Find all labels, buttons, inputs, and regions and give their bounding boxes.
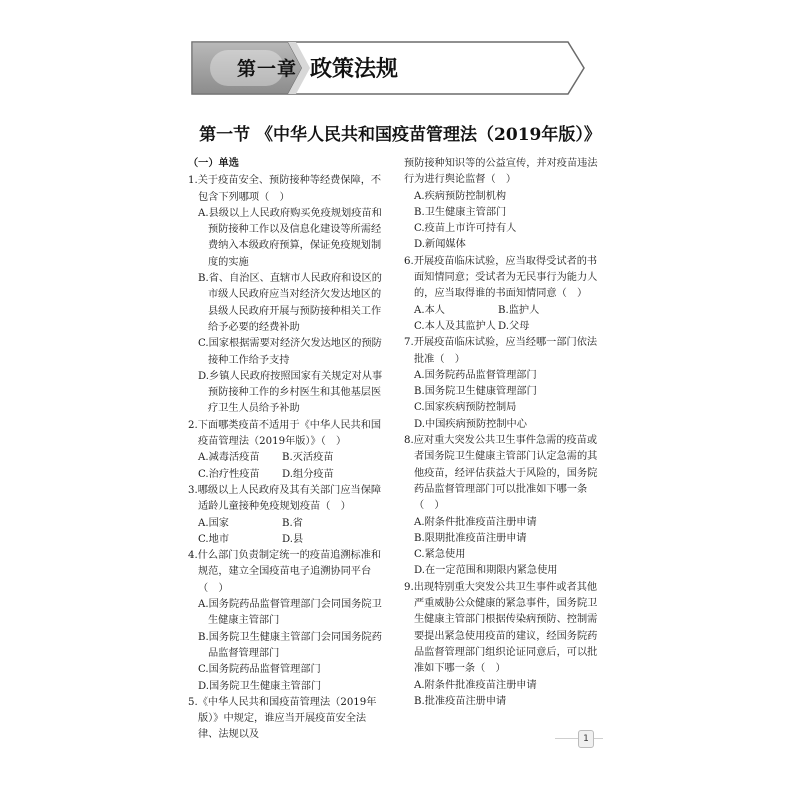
option: A.疾病预防控制机构 — [414, 190, 507, 202]
question-6 — [404, 254, 602, 335]
option: B.国务院卫生健康管理部门 — [414, 386, 537, 398]
question-stem: 7.开展疫苗临床试验，应当经哪一部门依法批准（ ） — [404, 337, 598, 365]
option-row — [188, 450, 384, 466]
option: C.国家疾病预防控制局 — [414, 402, 517, 414]
option: B.限期批准疫苗注册申请 — [414, 532, 527, 544]
option: C.地市 — [198, 533, 230, 545]
option: D.国务院卫生健康主管部门 — [198, 680, 322, 692]
question-5-continuation: 预防接种知识等的公益宣传，并对疫苗违法行为进行舆论监督（ ） — [404, 158, 598, 186]
option: C.疫苗上市许可持有人 — [414, 223, 517, 235]
chapter-badge: 第一章 — [236, 57, 297, 80]
question-5 — [188, 695, 384, 744]
option-row — [404, 303, 602, 319]
option-row — [188, 516, 384, 532]
option: B.国务院卫生健康主管部门会同国务院药品监督管理部门 — [198, 631, 382, 659]
option-row — [188, 532, 384, 548]
option: A.县级以上人民政府购买免疫规划疫苗和预防接种工作以及信息化建设等所需经费纳入本级政府预算，保证免疫规划制度的实施 — [198, 207, 382, 268]
option-row — [188, 467, 384, 483]
question-8 — [404, 433, 602, 580]
option: B.灭活疫苗 — [282, 452, 334, 464]
question-1 — [188, 173, 384, 417]
option: C.本人及其监护人 — [414, 320, 496, 332]
option: A.国务院药品监督管理部门会同国务院卫生健康主管部门 — [198, 599, 382, 627]
question-stem: 5.《中华人民共和国疫苗管理法（2019年版）》中规定，谁应当开展疫苗安全法律、法规以及 — [188, 696, 377, 741]
option: D.县 — [282, 533, 304, 545]
option: D.新闻媒体 — [414, 239, 466, 251]
section-title: 第一节 《中华人民共和国疫苗管理法（2019年版）》 — [199, 125, 601, 145]
page-number: 1 — [578, 730, 594, 748]
question-stem: 8.应对重大突发公共卫生事件急需的疫苗或者国务院卫生健康主管部门认定急需的其他疫苗，经评估获益大于风险的，国务院药品监督管理部门可以批准如下哪一条（ ） — [404, 435, 598, 512]
option: A.国家 — [198, 517, 229, 529]
option: D.在一定范围和期限内紧急使用 — [414, 565, 558, 577]
option-row — [404, 319, 602, 335]
option: B.省 — [282, 517, 303, 529]
question-4 — [188, 548, 384, 695]
option: C.国家根据需要对经济欠发达地区的预防接种工作给予支持 — [198, 338, 382, 366]
question-9 — [404, 580, 602, 710]
option: B.省、自治区、直辖市人民政府和设区的市级人民政府应当对经济欠发达地区的县级人民政府开展与预防接种相关工作给予必要的经费补助 — [198, 273, 382, 333]
question-stem: 1.关于疫苗安全、预防接种等经费保障，不包含下列哪项（ ） — [188, 175, 382, 203]
option: B.卫生健康主管部门 — [414, 206, 507, 218]
option: A.附条件批准疫苗注册申请 — [414, 516, 537, 528]
chapter-banner — [188, 36, 588, 100]
option: C.治疗性疫苗 — [198, 468, 260, 480]
option: D.乡镇人民政府按照国家有关规定对从事预防接种工作的乡村医生和其他基层医疗卫生人员给予补助 — [198, 370, 383, 415]
option: A.国务院药品监督管理部门 — [414, 369, 537, 381]
question-stem: 4.什么部门负责制定统一的疫苗追溯标准和规范，建立全国疫苗电子追溯协同平台（ ） — [188, 550, 382, 594]
option: C.紧急使用 — [414, 549, 466, 561]
subsection-heading: （一）单选 — [188, 158, 239, 169]
question-stem: 9.出现特别重大突发公共卫生事件或者其他严重威胁公众健康的紧急事件，国务院卫生健康主管部门根据传染病预防、控制需要提出紧急使用疫苗的建议，经国务院药品监督管理部门组织论证同意后，可以批准如下哪一条（ ） — [404, 581, 598, 675]
question-stem: 3.哪级以上人民政府及其有关部门应当保障适龄儿童接种免疫规划疫苗（ ） — [188, 484, 382, 513]
option: D.中国疾病预防控制中心 — [414, 418, 527, 430]
option: D.组分疫苗 — [282, 468, 334, 480]
option: A.减毒活疫苗 — [198, 452, 260, 464]
question-3 — [188, 483, 384, 548]
option: A.本人 — [414, 304, 445, 316]
right-column — [404, 156, 602, 710]
question-7 — [404, 335, 602, 433]
question-2 — [188, 418, 384, 483]
option: B.监护人 — [498, 304, 540, 316]
option: A.附条件批准疫苗注册申请 — [414, 679, 537, 691]
chapter-title: 政策法规 — [310, 57, 399, 82]
question-stem: 2.下面哪类疫苗不适用于《中华人民共和国疫苗管理法（2019年版）》（ ） — [188, 419, 382, 448]
left-column — [188, 156, 384, 744]
option: D.父母 — [498, 320, 530, 332]
option: C.国务院药品监督管理部门 — [198, 664, 321, 676]
option: B.批准疫苗注册申请 — [414, 695, 507, 707]
question-stem: 6.开展疫苗临床试验，应当取得受试者的书面知情同意；受试者为无民事行为能力人的，应当取得谁的书面知情同意（ ） — [404, 255, 598, 300]
